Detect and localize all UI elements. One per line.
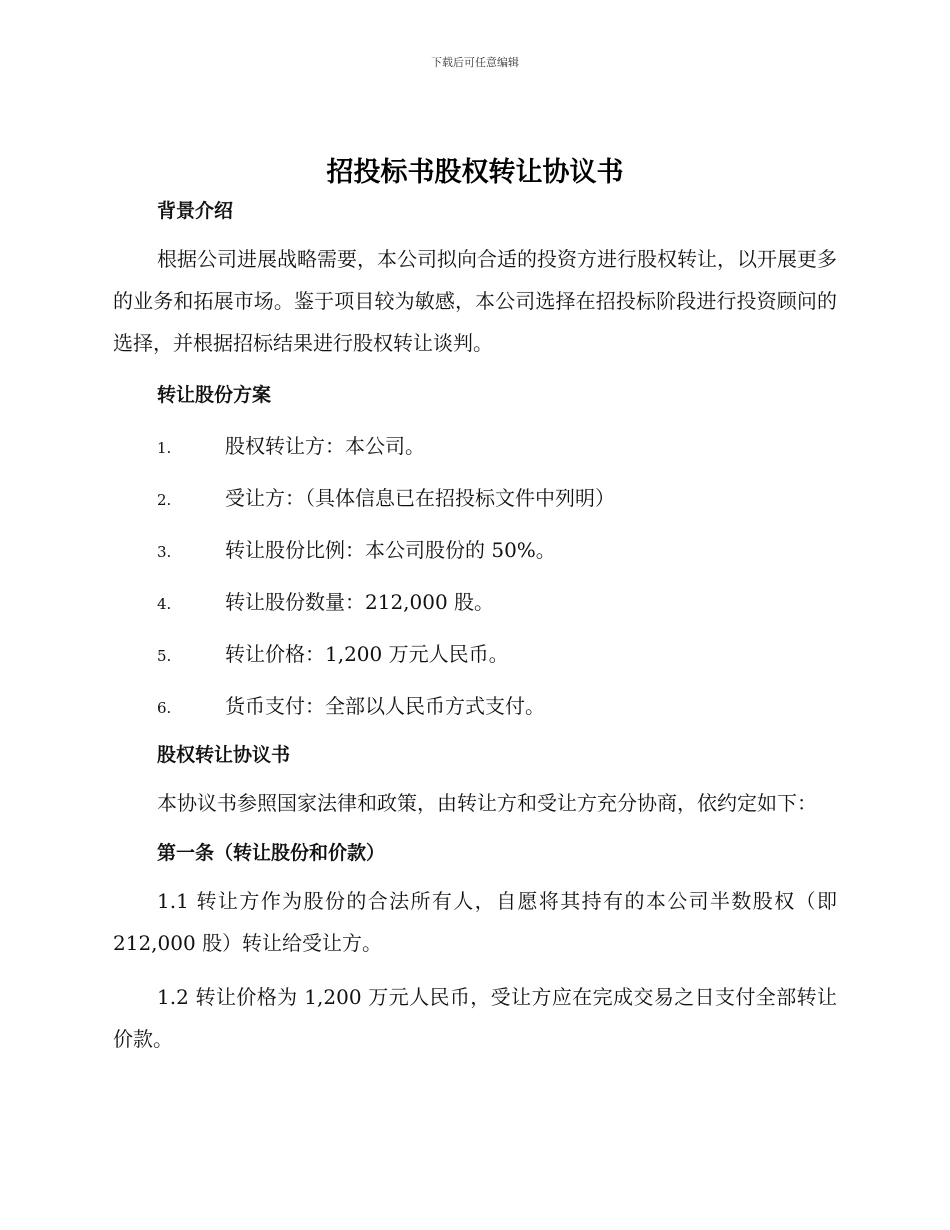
section-background	[113, 196, 837, 364]
section-heading-article-1: 第一条（转让股份和价款）	[157, 842, 386, 864]
background-paragraph: 根据公司进展战略需要，本公司拟向合适的投资方进行股权转让，以开展更多的业务和拓展市场。鉴于项目较为敏感，本公司选择在招投标阶段进行投资顾问的选择，并根据招标结果进行股权转让谈判。	[113, 247, 837, 355]
list-item	[113, 472, 837, 524]
list-item-text: 股权转让方：本公司。	[225, 434, 425, 458]
section-plan	[113, 380, 837, 732]
list-item-number: 6.	[157, 699, 172, 717]
list-item-text: 受让方：（具体信息已在招投标文件中列明）	[225, 486, 615, 510]
section-heading-background: 背景介绍	[157, 200, 234, 222]
document-title: 招投标书股权转让协议书	[326, 157, 624, 188]
list-item	[113, 524, 837, 576]
page-header-note: 下载后可任意编辑	[431, 56, 519, 69]
list-item	[113, 576, 837, 628]
list-item-text: 转让股份数量：212,000 股。	[225, 590, 495, 614]
plan-list	[113, 420, 837, 732]
list-item	[113, 420, 837, 472]
list-item-text: 转让股份比例：本公司股份的 50%。	[225, 538, 556, 562]
list-item-text: 转让价格：1,200 万元人民币。	[225, 642, 509, 666]
agreement-paragraph: 本协议书参照国家法律和政策，由转让方和受让方充分协商，依约定如下：	[157, 791, 817, 815]
article-1-clause-2: 1.2 转让价格为 1,200 万元人民币，受让方应在完成交易之日支付全部转让价款。	[113, 985, 837, 1051]
article-1-clause-1: 1.1 转让方作为股份的合法所有人，自愿将其持有的本公司半数股权（即 212,000 股）转让给受让方。	[113, 889, 837, 955]
list-item-number: 3.	[157, 543, 172, 561]
section-heading-agreement: 股权转让协议书	[157, 744, 291, 766]
list-item-number: 4.	[157, 595, 172, 613]
section-article-1	[113, 838, 837, 1060]
section-heading-plan: 转让股份方案	[157, 384, 272, 406]
document-body	[113, 196, 837, 1060]
list-item-number: 5.	[157, 647, 172, 665]
list-item-text: 货币支付：全部以人民币方式支付。	[225, 694, 545, 718]
list-item	[113, 628, 837, 680]
list-item-number: 1.	[157, 439, 172, 457]
list-item	[113, 680, 837, 732]
list-item-number: 2.	[157, 491, 172, 509]
section-agreement	[113, 740, 837, 824]
